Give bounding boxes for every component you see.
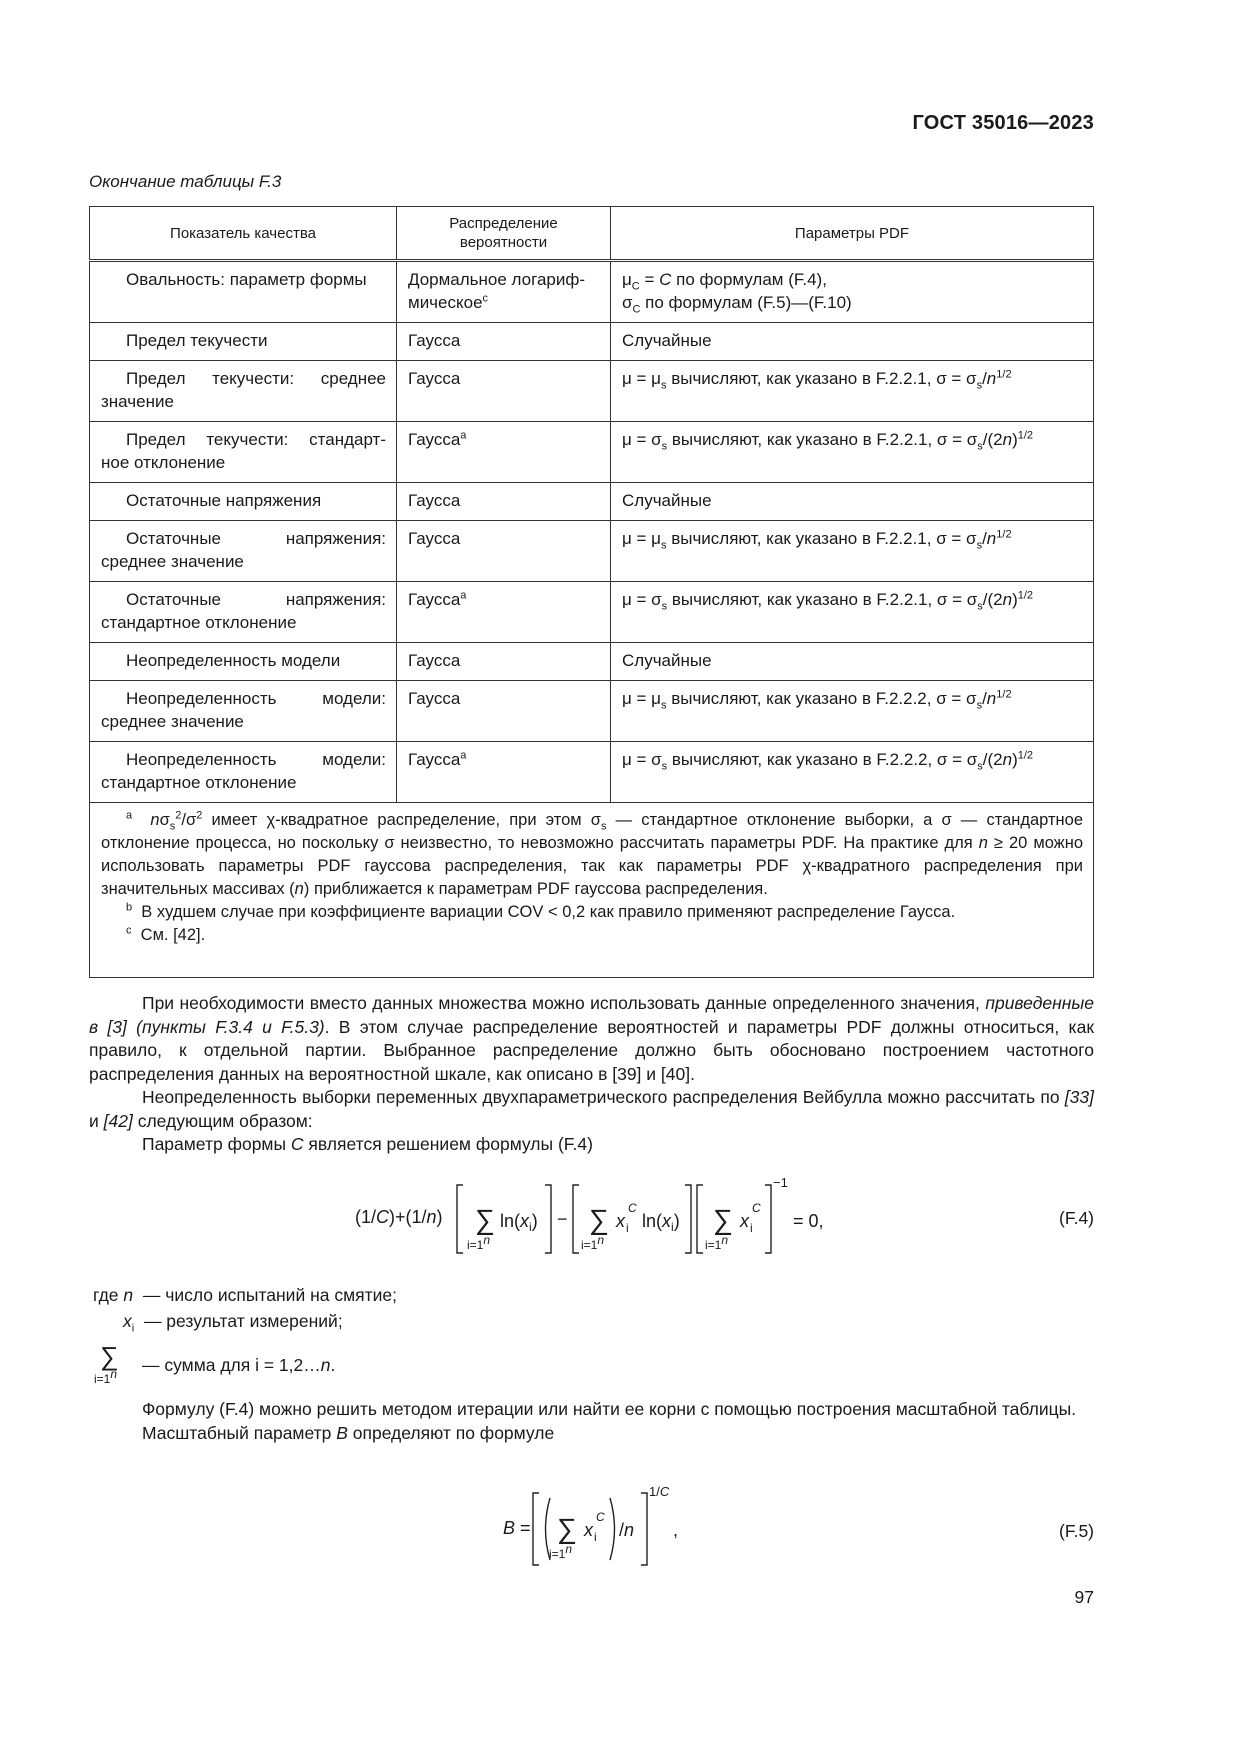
svg-text:ln(xi): $\ln(x_i)$ [500, 1211, 538, 1234]
paragraph-3: Параметр формы C является решением формулы (F.4) [142, 1134, 593, 1154]
svg-text:∑: ∑ [557, 1513, 577, 1544]
svg-text:C: C [628, 1201, 637, 1215]
row-params: $\mu = \mu_s$ вычисляют, как указано в F.2.2.1, $\sigma = \sigma_s/n^{1/2}$ [611, 361, 1094, 422]
standard-header: ГОСТ 35016—2023 [912, 112, 1094, 134]
svg-text:∑: ∑ [713, 1204, 733, 1235]
row-indicator: Остаточные напряжения [90, 483, 397, 521]
row-params: $\mu_C = C$ по формулам (F.4), $\sigma_C$ по формулам (F.5)—(F.10) [611, 261, 1094, 323]
svg-text:x: x [584, 1520, 593, 1540]
svg-text:ln(xi): $\ln(x_i)$ [642, 1211, 680, 1234]
page-number: 97 [1074, 1587, 1094, 1607]
table-row [90, 323, 1094, 361]
svg-text:i: i [594, 1530, 597, 1544]
table-caption: Окончание таблицы F.3 [89, 172, 282, 191]
table-row [90, 643, 1094, 681]
row-params: $\mu = \sigma_s$ вычисляют, как указано в F.2.2.2, $\sigma = \sigma_s/(2n)^{1/2}$ [611, 742, 1094, 803]
paragraph-2: Неопределенность выборки переменных двухпараметрического распределения Вейбулла можно рассчитать по [33] и [42] следующим образом: [89, 1087, 1094, 1131]
table-row [90, 582, 1094, 643]
where-sum: — сумма для i = 1,2…n. [142, 1355, 336, 1375]
svg-text:i=1n: i=1n [94, 1367, 118, 1386]
row-distribution: Гаусса [397, 643, 611, 681]
row-params: $\mu = \mu_s$ вычисляют, как указано в F.2.2.2, $\sigma = \sigma_s/n^{1/2}$ [611, 681, 1094, 742]
svg-text:∑: ∑ [475, 1204, 495, 1235]
body-text-2 [89, 1398, 1094, 1445]
paragraph-1: При необходимости вместо данных множества можно использовать данные определенного значения, приведенные в [3] (пункты F.3.4 и F.5.3). В этом случае распределение вероятностей и параметры PDF должны относиться, как правило, к отдельной партии. Выбранное распределение должно быть обосновано построением частотного распределения данных на вероятностной шкале, как описано в [39] и [40]. [89, 993, 1094, 1084]
row-distribution: Дормальное логариф-мическое$^c$ [397, 261, 611, 323]
svg-text:C: C [596, 1510, 605, 1524]
paragraph-4: Формулу (F.4) можно решить методом итерации или найти ее корни с помощью построения масштабной таблицы. [142, 1399, 1077, 1419]
table-row [90, 742, 1094, 803]
row-indicator: Неопределенность модели: среднее значение [90, 681, 397, 742]
svg-text:= 0,: = 0, [793, 1211, 824, 1231]
svg-text:∑: ∑ [100, 1341, 119, 1371]
body-text [89, 992, 1094, 1157]
formula-f5 [495, 1480, 695, 1570]
col-header-params: Параметры PDF [611, 207, 1094, 261]
row-indicator: Остаточные напряжения: среднее значение [90, 521, 397, 582]
row-params: $\mu = \sigma_s$ вычисляют, как указано в F.2.2.1, $\sigma = \sigma_s/(2n)^{1/2}$ [611, 582, 1094, 643]
svg-text:(1/C)+(1/n): (1/C)+(1/n) [355, 1207, 443, 1227]
row-distribution: Гаусса$^a$ [397, 582, 611, 643]
table-row [90, 422, 1094, 483]
row-indicator: Остаточные напряжения: стандартное отклонение [90, 582, 397, 643]
row-params: Случайные [611, 643, 1094, 681]
row-indicator: Неопределенность модели: стандартное отклонение [90, 742, 397, 803]
sum-symbol [92, 1337, 132, 1387]
formula-f4-label: (F.4) [1059, 1208, 1094, 1228]
row-indicator: Предел текучести [90, 323, 397, 361]
svg-text:B =: B = [503, 1518, 531, 1538]
row-indicator: Овальность: параметр формы [90, 261, 397, 323]
row-params: Случайные [611, 323, 1094, 361]
table-row [90, 483, 1094, 521]
row-params: $\mu = \mu_s$ вычисляют, как указано в F.2.2.1, $\sigma = \sigma_s/n^{1/2}$ [611, 521, 1094, 582]
formula-f4 [345, 1175, 845, 1260]
svg-text:i=1n: i=1n [705, 1233, 729, 1252]
footnote-c: $^c$ См. [42]. [126, 924, 206, 944]
table-header-row [90, 207, 1094, 261]
row-params: Случайные [611, 483, 1094, 521]
paragraph-5: Масштабный параметр B определяют по формуле [142, 1422, 555, 1443]
table-footnotes [90, 803, 1094, 978]
row-distribution: Гаусса [397, 483, 611, 521]
svg-text:−: − [557, 1209, 568, 1229]
svg-text:∑: ∑ [589, 1204, 609, 1235]
row-indicator: Неопределенность модели [90, 643, 397, 681]
col-header-indicator: Показатель качества [90, 207, 397, 261]
svg-text:−1: −1 [773, 1175, 788, 1190]
row-distribution: Гаусса [397, 521, 611, 582]
row-distribution: Гаусса [397, 681, 611, 742]
row-distribution: Гаусса [397, 323, 611, 361]
svg-text:i: i [626, 1221, 629, 1235]
svg-text:i=1n: i=1n [549, 1542, 573, 1561]
svg-text:/n: /n [619, 1520, 635, 1540]
table-row [90, 261, 1094, 323]
table-row [90, 681, 1094, 742]
footnote-a: $^a$ $n\sigma_s^2/\sigma^2$ имеет χ-квадратное распределение, при этом $\sigma_s$ — стандартное отклонение выборки, а σ — стандартное отклонение процесса, но поскольку σ неизвестно, то невозможно рассчитать параметры PDF. На практике для n ≥ 20 можно использовать параметры PDF гауссова распределения, так как параметры PDF χ-квадратного распределения при значительных массивах (n) приближается к параметрам PDF гауссова распределения. [101, 809, 1084, 898]
row-distribution: Гаусса$^a$ [397, 422, 611, 483]
table-row [90, 361, 1094, 422]
svg-text:1/C: 1/C [649, 1484, 670, 1499]
row-params: $\mu = \sigma_s$ вычисляют, как указано в F.2.2.1, $\sigma = \sigma_s/(2n)^{1/2}$ [611, 422, 1094, 483]
quality-indicators-table [89, 206, 1094, 978]
svg-text:,: , [673, 1520, 679, 1540]
row-distribution: Гаусса$^a$ [397, 742, 611, 803]
formula-f5-label: (F.5) [1059, 1521, 1094, 1541]
row-distribution: Гаусса [397, 361, 611, 422]
svg-text:x: x [616, 1211, 625, 1231]
where-x: $x_i$ — результат измерений; [123, 1311, 343, 1335]
footnote-b: $^b$ В худшем случае при коэффициенте вариации COV < 0,2 как правило применяют распределение Гаусса. [126, 901, 956, 921]
row-indicator: Предел текучести: стандарт- ное отклонение [90, 422, 397, 483]
svg-text:i: i [750, 1221, 753, 1235]
svg-text:i=1n: i=1n [581, 1233, 605, 1252]
footnotes-cell [90, 803, 1094, 978]
svg-text:i=1n: i=1n [467, 1233, 491, 1252]
row-indicator: Предел текучести: среднее значение [90, 361, 397, 422]
svg-text:x: x [740, 1211, 749, 1231]
table-row [90, 521, 1094, 582]
where-n: где n — число испытаний на смятие; [93, 1285, 397, 1305]
col-header-distribution: Распределение вероятности [397, 207, 611, 261]
svg-text:C: C [752, 1201, 761, 1215]
